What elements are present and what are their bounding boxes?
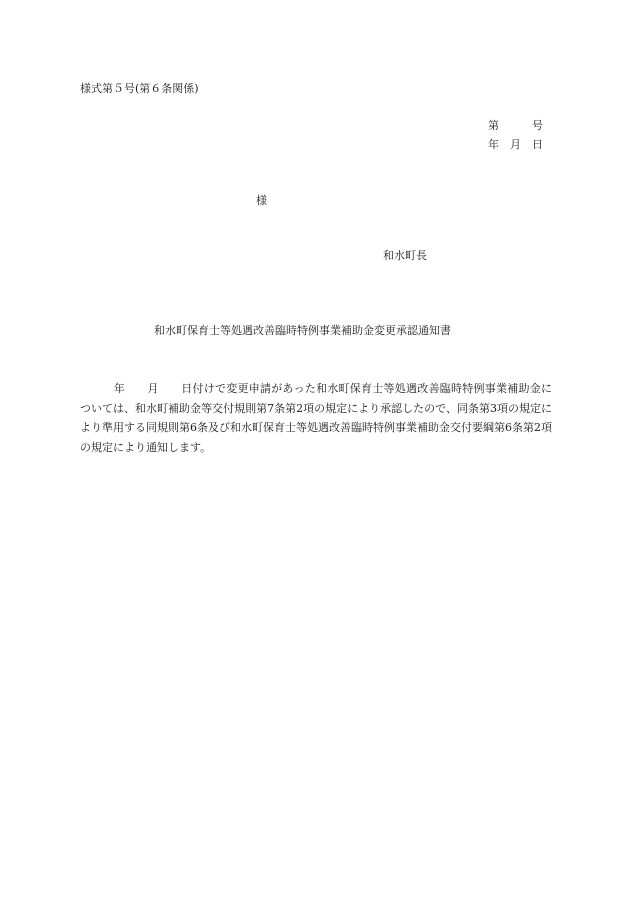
document-number: 第 号 [488, 119, 543, 132]
document-date: 年 月 日 [488, 138, 543, 151]
recipient-honorific: 様 [256, 194, 267, 207]
form-number: 様式第５号(第６条関係) [80, 82, 199, 95]
issuer-name: 和水町長 [383, 249, 427, 262]
document-title: 和水町保育士等処遇改善臨時特例事業補助金変更承認通知書 [154, 324, 451, 337]
body-paragraph: 年 月 日付けで変更申請があった和水町保育士等処遇改善臨時特例事業補助金については、和水町補助金等交付規則第7条第2項の規定により承認したので、同条第3項の規定により準用する同規則第6条及び和水町保育士等処遇改善臨時特例事業補助金交付要綱第6条第2項の規定により通知します。 [80, 382, 552, 454]
